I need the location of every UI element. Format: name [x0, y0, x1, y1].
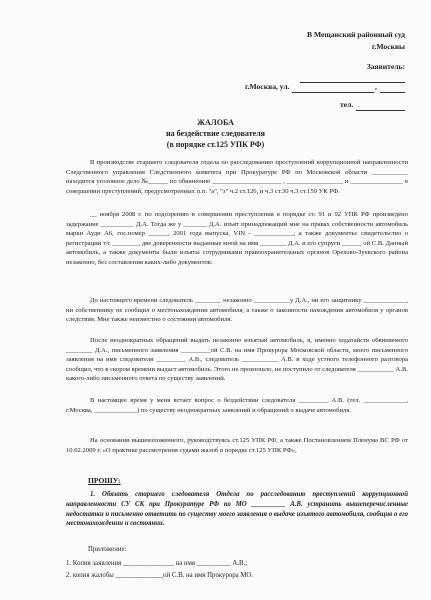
phone-label: тел.: [340, 100, 354, 109]
address-line: [292, 92, 374, 93]
phone-line: [356, 110, 405, 111]
request-item-1: 1. Обязать старшего следователя Отдела по расследованию преступлений коррупционной направленности СУ СК при Прокуратуре РФ по МО __________ А.В. устранить вышеперечисленные недостатки и письменно ответить по существу моего заявления о выдаче изъятого автомобиля, сообщив о его местонахождении и состоянии.: [66, 491, 408, 528]
applicant-label: Заявитель:: [366, 62, 405, 71]
document-subtitle: на бездействие следователя: [165, 129, 266, 138]
document-procedure: (в порядке ст.125 УПК РФ): [166, 140, 265, 149]
paragraph-case-info: В производстве старшего следователя отдела по расследованию преступлений коррупционной направленности Следственного управления Следственного комитета при Прокуратуре РФ по Московской области ___________ находится уголовное дело №______ по обвинению _____________________ , _________________ и ________________ в совершении преступлений, предусмотренных п.п. "а", "з" ч.2 ст.126, и ч.3 ст.30 ч.3 ст.159 УК РФ.: [66, 159, 408, 195]
attachment-item-2: 2. копия жалобы ______________ой С.В. на имя Прокурора МО.: [66, 572, 254, 579]
court-name: В Мещанский районный суд: [307, 30, 405, 39]
address-line-2: [380, 92, 405, 93]
document-title: ЖАЛОБА: [197, 118, 234, 127]
attachment-item-1: 1. Копия заявления _______________ на имя __________ А.В.;: [66, 560, 248, 567]
paragraph-detention: __ ноября 2008 г. по подозрению в совершении преступления в порядке ст. 91 и 92 УПК РФ произведено задержание __________ Д.А. Тогда же у _______ Д.А. изъят принадлежащий мне на правах собственности автомобиль марки Ауди А6, гос.номер ______, 2001 года выпуска, VIN - ____________, а также документы: свидетельство о регистрации т/с ________, две доверенности выданные мной на имя ________ Д.А. и его супруги ______ ой С.В. Данный автомобиль, а также документы были изъяты сотрудниками правоохранительных органов Орехово-Зуевского района незаконно, без составления каких-либо документов.: [66, 211, 408, 266]
attachments-label: Приложение:: [88, 546, 127, 553]
paragraph-no-notice: До настоящего времени следователь ________ незаконно ___________у Д.А., ни его защитнику _____________, ни собственнику не сообщил о местонахождении автомобиля, а также о законности нахождения автомобиля у органов следствия. Мне также неизвестно о состоянии автомобиля.: [66, 297, 408, 324]
address-label: г.Москва, ул.: [245, 82, 290, 91]
court-city: г.Москвы: [371, 42, 405, 51]
applicant-line: [300, 82, 405, 83]
request-label: ПРОШУ:: [88, 476, 121, 485]
paragraph-legal-basis: На основании вышеизложенного, руководствуясь ст.125 УПК РФ, а также Постановлением Пленума ВС РФ от 10.02.2009 г. «О практике рассмотрения судами жалоб в порядке ст.125 УПК РФ»,: [66, 437, 408, 454]
address-comma: ,: [375, 82, 377, 91]
paragraph-inaction: В настоящее время у меня встает вопрос о бездействии следователя _________ А.В. (тел. _____________, г.Москва, _____________) по существу неоднократных заявлений и обращений о выдаче автомобиля.: [66, 397, 408, 414]
paragraph-requests: После неоднократных обращений выдать незаконно изъятый автомобиль, я, именно ходатайств обвиняемого ________ Д.А., письменного заявления _________ой С.В. на имя Прокурора Московской области, моего письменного заявления на имя следователя _________ А.В., следователь ___________ А.В. в ходе устного телефонного разговора сообщил, что в скором времени выдаст автомобиль. Этого не произошло, не поступило от следователя ___________ А.В. какого-либо письменного ответа по существу заявлений.: [66, 337, 408, 383]
